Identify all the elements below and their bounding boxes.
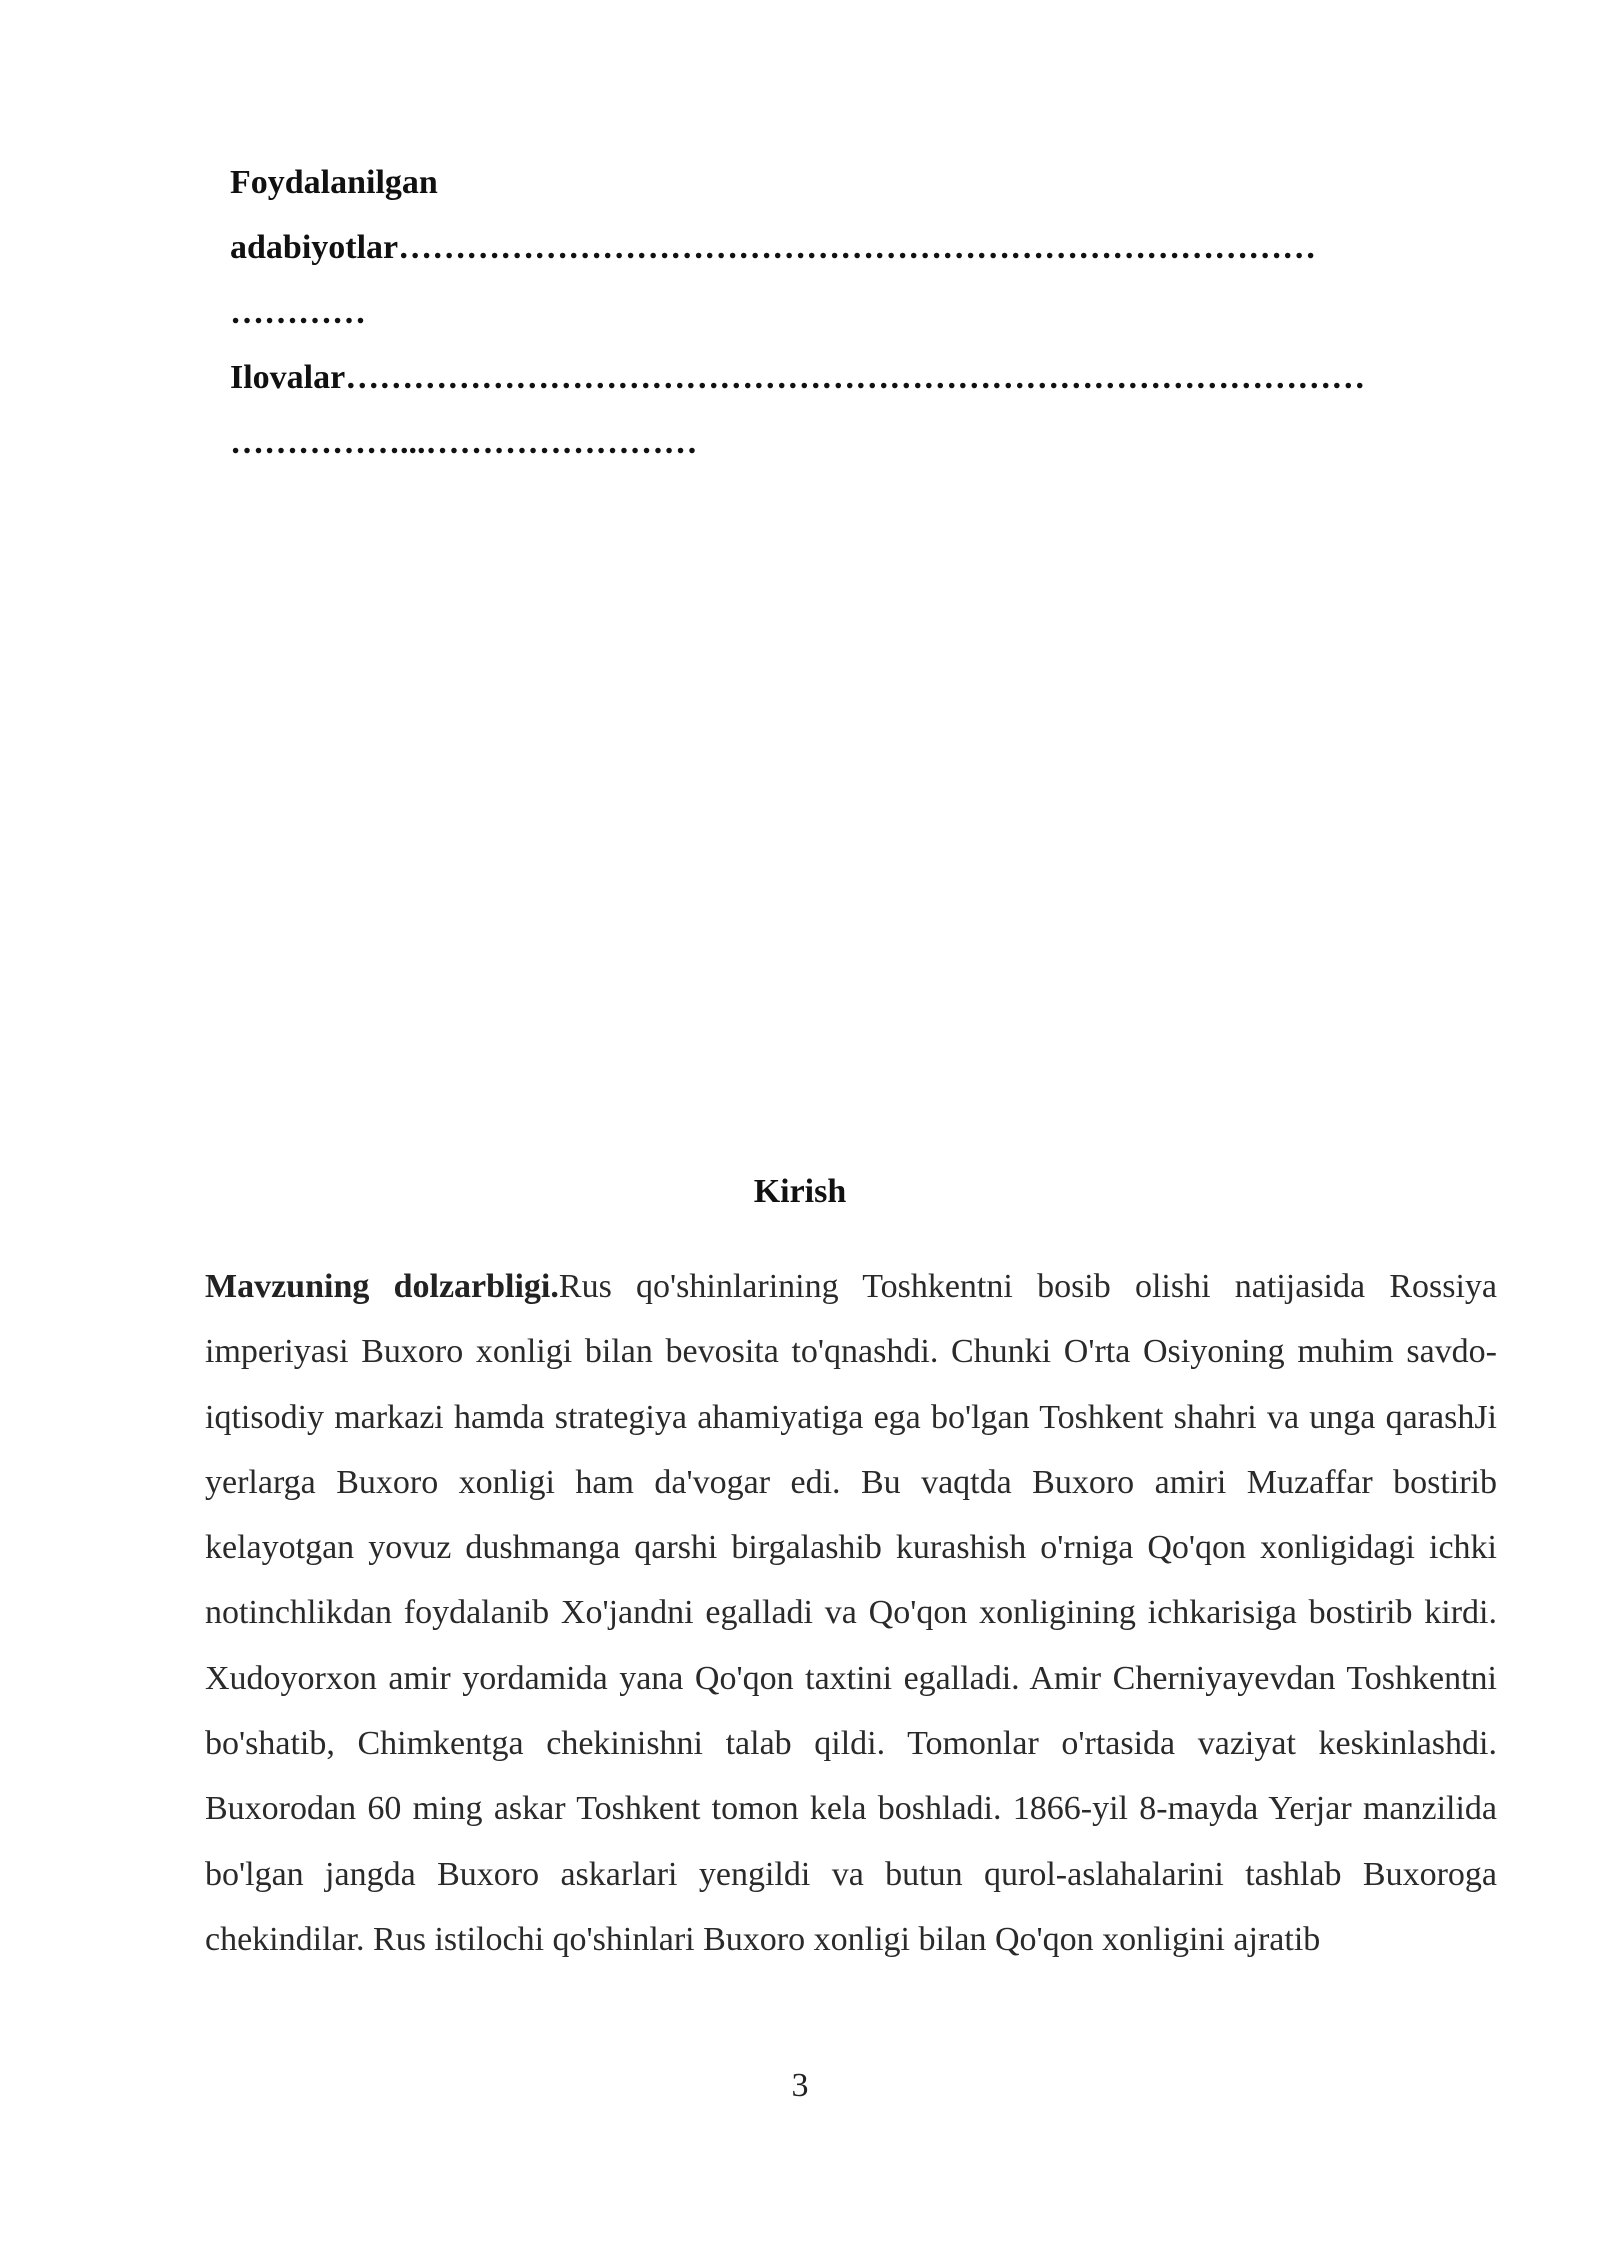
toc-entry-appendices: Ilovalar……………………………………………………………………………… [230,359,1366,396]
toc-entry-references-leader-cont: ………… [230,294,366,331]
toc-entry-references-title: Foydalanilgan [230,164,438,201]
body-paragraph [205,1254,1497,1972]
paragraph-lead: Mavzuning dolzarbligi. [205,1268,559,1305]
toc-entry-appendices-leader-cont: ……………...…………………… [230,424,698,461]
page-number: 3 [791,2067,809,2104]
table-of-contents [230,150,1500,475]
paragraph-text: Rus qo'shinlarining Toshkentni bosib olishi natijasida Rossiya imperiyasi Buxoro xonligi bilan bevosita to'qnashdi. Chunki O'rta Osiyoning muhim savdo-iqtisodiy markazi hamda strategiya ahamiyatiga ega bo'lgan Toshkent shahri va unga qarashJi yerlarga Buxoro xonligi ham da'vogar edi. Bu vaqtda Buxoro amiri Muzaffar bostirib kelayotgan yovuz dushmanga qarshi birgalashib kurashish o'rniga Qo'qon xonligidagi ichki notinchlikdan foydalanib Xo'jandni egalladi va Qo'qon xonligining ichkarisiga bostirib kirdi. Xudoyorxon amir yordamida yana Qo'qon taxtini egalladi. Amir Cherniyayevdan Toshkentni bo'shatib, Chimkentga chekinishni talab qildi. Tomonlar o'rtasida vaziyat keskinlashdi. Buxorodan 60 ming askar Toshkent tomon kela boshladi. 1866-yil 8-mayda Yerjar manzilida bo'lgan jangda Buxoro askarlari yengildi va butun qurol-aslahalarini tashlab Buxoroga chekindilar. Rus istilochi qo'shinlari Buxoro xonligi bilan Qo'qon xonligini ajratib [205,1268,1497,1958]
section-heading: Kirish [753,1173,847,1210]
toc-entry-references-leader: adabiyotlar……………………………………………………………………… [230,229,1317,266]
